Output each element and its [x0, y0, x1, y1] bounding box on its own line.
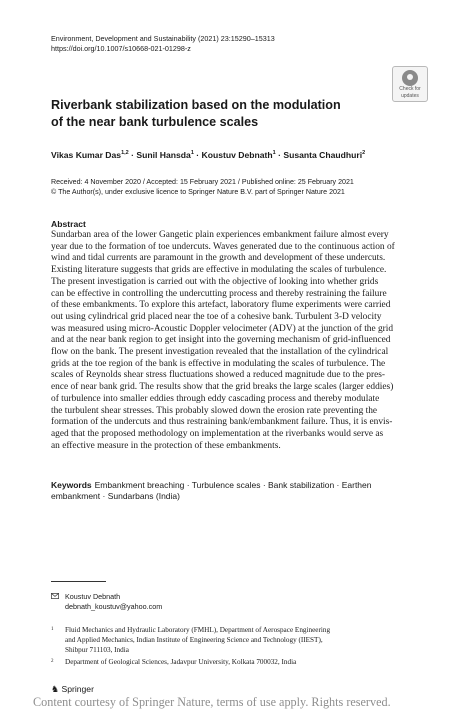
author-separator: · — [275, 150, 284, 160]
abstract-line: and at the near bank region to get insight into the governing mechanism of grid-influenced — [51, 335, 391, 346]
keywords — [51, 480, 426, 503]
author-separator: · — [193, 150, 202, 160]
corresponding-author-email[interactable]: debnath_koustuv@yahoo.com — [65, 601, 163, 611]
affiliation-number: 2 — [51, 659, 54, 664]
copyright-notice: © The Author(s), under exclusive licence to Springer Nature B.V. part of Springer Nature 2021 — [51, 187, 345, 196]
footnote-divider — [51, 581, 106, 582]
correspondence — [51, 592, 162, 612]
abstract-line: flow on the bank. The present investigation revealed that the installation of the cylindrical — [51, 347, 389, 358]
author-name[interactable]: Vikas Kumar Das — [51, 150, 122, 160]
abstract-body — [51, 230, 426, 452]
springer-horse-icon: ♞ — [51, 684, 60, 694]
courtesy-watermark: Content courtesy of Springer Nature, terms of use apply. Rights reserved. — [33, 695, 391, 709]
author-name[interactable]: Sunil Hansda — [136, 150, 191, 160]
check-for-updates-badge[interactable] — [392, 66, 428, 102]
author-affiliation-ref: 1,2 — [121, 150, 129, 157]
keywords-line-1: Embankment breaching · Turbulence scales · Bank stabilization · Earthen — [94, 480, 372, 490]
abstract-line: was measured using micro-Acoustic Doppler velocimeter (ADV) at the junction of the grid — [51, 323, 394, 334]
affiliation-2 — [51, 658, 426, 668]
abstract-line: aged that the proposed methodology on implementation at the riverbanks would serve as — [51, 428, 384, 439]
author-affiliation-ref: 2 — [362, 150, 366, 157]
author-separator: · — [128, 150, 137, 160]
corresponding-author-name: Koustuv Debnath — [65, 592, 121, 601]
keywords-line-2: embankment · Sundarbans (India) — [51, 491, 180, 502]
abstract-line: year due to the formation of toe undercuts. Waves generated due to the continuous action of — [51, 241, 395, 252]
abstract-line: ence of near bank grid. The results show that the grid breaks the large scales (larger eddies) — [51, 382, 394, 393]
author-name[interactable]: Susanta Chaudhuri — [283, 150, 363, 160]
publisher-logo — [51, 684, 94, 695]
affiliation-line: Fluid Mechanics and Hydraulic Laboratory (FMHL), Department of Aerospace Engineering — [65, 626, 331, 634]
author-name[interactable]: Koustuv Debnath — [201, 150, 273, 160]
abstract-line: wind and tidal currents are paramount in the growth and development of these undercuts. — [51, 253, 386, 264]
history-dates: Received: 4 November 2020 / Accepted: 15 February 2021 / Published online: 25 February 2021 — [51, 178, 354, 186]
affiliation-1 — [51, 626, 426, 655]
publication-dates — [51, 178, 354, 197]
abstract-line: Existing literature suggests that grids are effective in modulating the scales of turbulence. — [51, 265, 387, 276]
affiliation-line: Shibpur 711103, India — [65, 645, 129, 654]
abstract-line: formation of the undercuts and thus restraining bank/embankment failure. Thus, it is envis- — [51, 417, 393, 428]
affiliation-number: 1 — [51, 627, 54, 632]
author-affiliation-ref: 1 — [190, 150, 194, 157]
abstract-line: out using cylindrical grid placed near the toe of a cohesive bank. Turbulent 3-D velocity — [51, 311, 382, 322]
abstract-line: of turbulence into smaller eddies through eddy cascading process and thereby modulate — [51, 393, 380, 404]
abstract-heading: Abstract — [51, 219, 86, 229]
abstract-line: grids at the toe region of the bank is effective in modulating the scales of turbulence. The — [51, 358, 386, 369]
affiliation-line: and Applied Mechanics, Indian Institute of Engineering Science and Technology (IIEST), — [65, 635, 323, 644]
journal-header — [51, 34, 275, 54]
author-affiliation-ref: 1 — [272, 150, 276, 157]
journal-citation: Environment, Development and Sustainability (2021) 23:15290–15313 — [51, 34, 275, 43]
abstract-line: Sundarban area of the lower Gangetic plain experiences embankment failure almost every — [51, 230, 389, 240]
article-title — [51, 97, 371, 130]
affiliation-line: Department of Geological Sciences, Jadavpur University, Kolkata 700032, India — [65, 658, 297, 666]
title-line-1: Riverbank stabilization based on the modulation — [51, 98, 341, 112]
abstract-line: can be effective in controlling the undercutting process and thereby restraining the failure — [51, 288, 387, 299]
title-line-2: of the near bank turbulence scales — [51, 114, 259, 129]
abstract-line: scales of Reynolds shear stress fluctuations showed a reduced magnitude due to the pres- — [51, 370, 386, 381]
abstract-line: the turbulent shear stresses. This probably slowed down the erosion rate preventing the — [51, 405, 378, 416]
abstract-line: an effective measure in the protection of these embankments. — [51, 440, 281, 451]
keywords-heading: Keywords — [51, 480, 92, 490]
doi-link[interactable]: https://doi.org/10.1007/s10668-021-01298-z — [51, 44, 191, 53]
author-list — [51, 150, 365, 160]
abstract-line: The present investigation is carried out with the objective of looking into whether grids — [51, 276, 379, 287]
publisher-name: Springer — [61, 684, 94, 694]
check-for-updates-icon — [402, 70, 418, 86]
abstract-line: of these embankments. To explore this artefact, laboratory flume experiments were carried — [51, 300, 391, 311]
envelope-icon — [51, 592, 59, 602]
check-for-updates-label-1: Check for — [399, 86, 421, 92]
check-for-updates-label-2: updates — [401, 92, 419, 99]
